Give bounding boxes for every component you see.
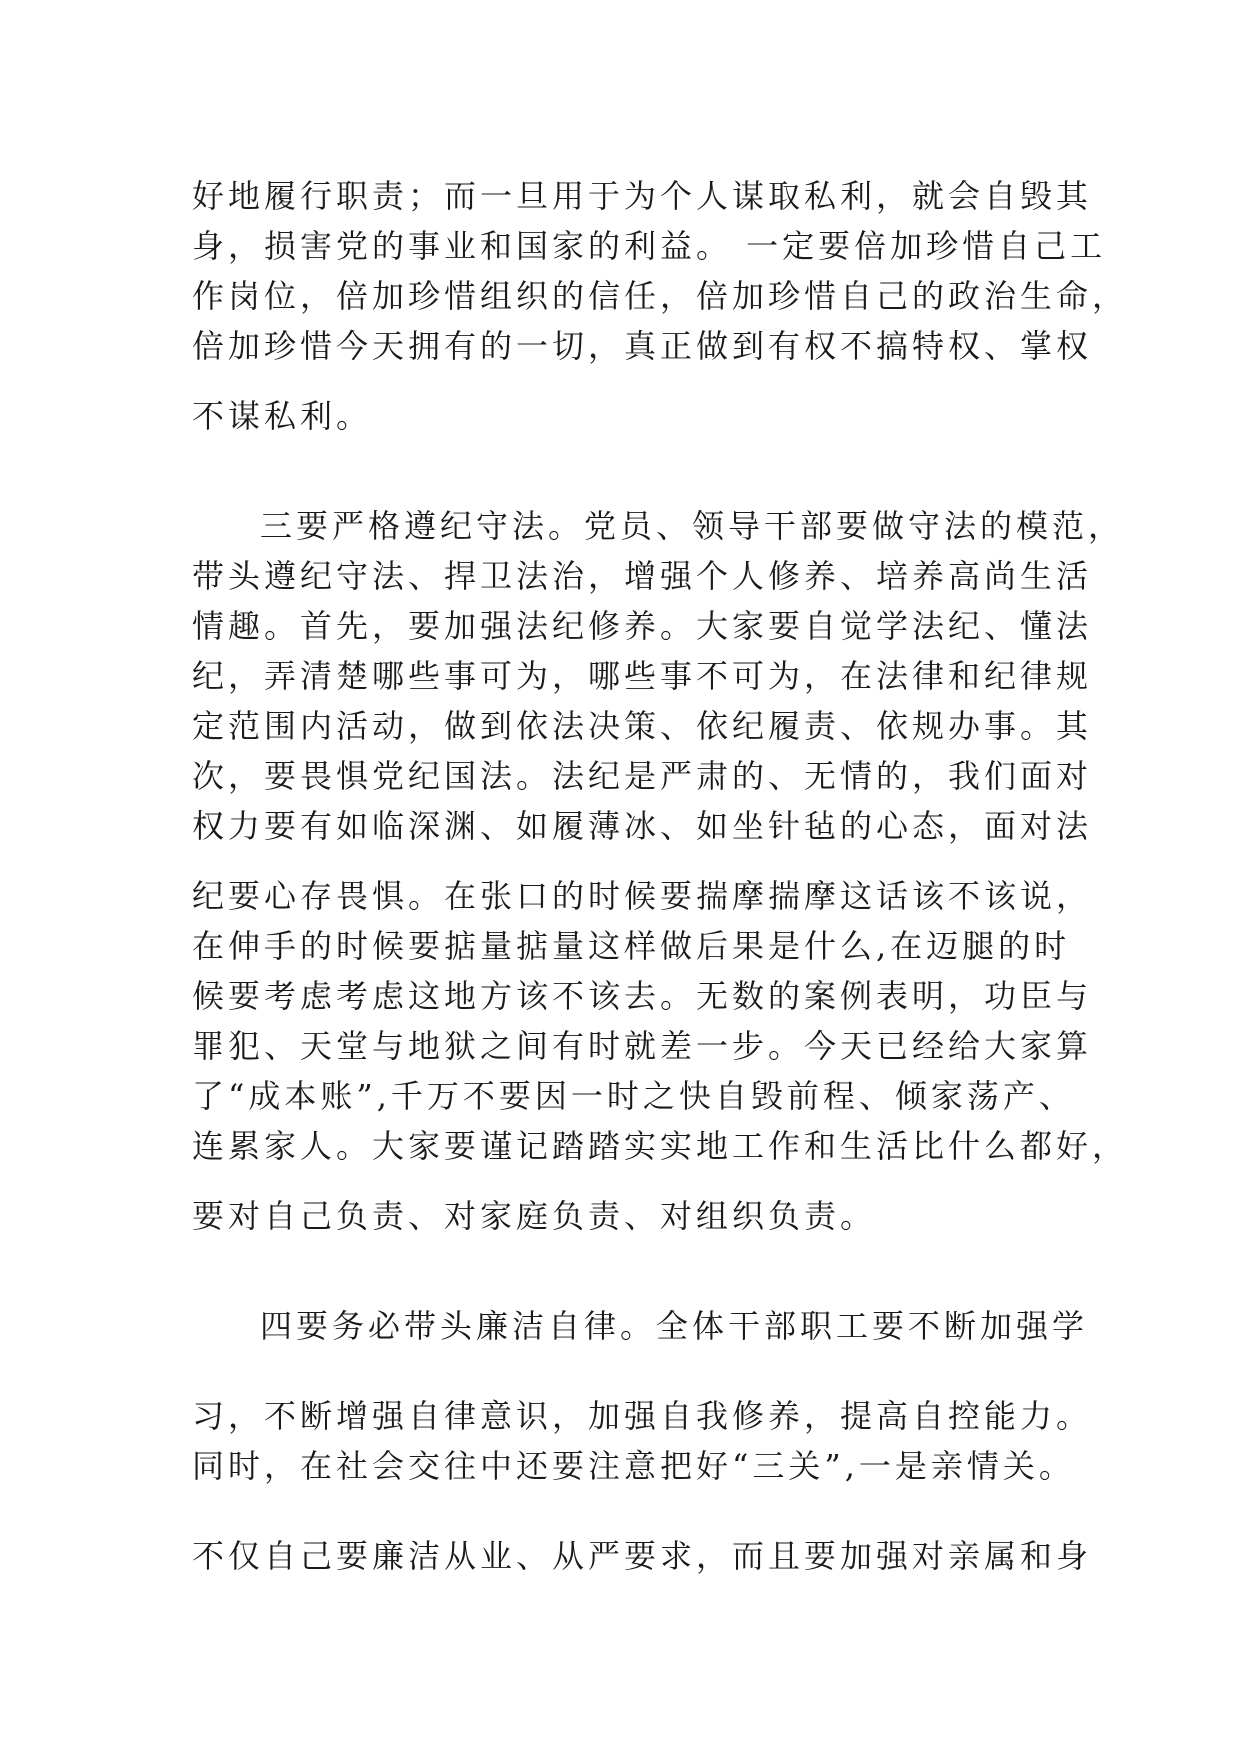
text-line: 纪，弄清楚哪些事可为，哪些事不可为，在法律和纪律规 xyxy=(192,657,1093,695)
text-line: 作岗位，倍加珍惜组织的信任，倍加珍惜自己的政治生命， xyxy=(192,277,1129,315)
text-line: 不谋私利。 xyxy=(192,397,373,435)
text-line: 在伸手的时候要掂量掂量这样做后果是什么,在迈腿的时 xyxy=(192,927,1071,965)
text-line: 定范围内活动，做到依法决策、依纪履责、依规办事。其 xyxy=(192,707,1093,745)
text-line: 候要考虑考虑这地方该不该去。无数的案例表明，功臣与 xyxy=(192,977,1093,1015)
text-line: 倍加珍惜今天拥有的一切，真正做到有权不搞特权、掌权 xyxy=(192,327,1093,365)
text-line: 习，不断增强自律意识，加强自我修养，提高自控能力。 xyxy=(192,1397,1093,1435)
text-line: 要对自己负责、对家庭负责、对组织负责。 xyxy=(192,1197,877,1235)
paragraph-first-line: 四要务必带头廉洁自律。全体干部职工要不断加强学 xyxy=(260,1307,1089,1345)
text-line: 好地履行职责；而一旦用于为个人谋取私利，就会自毁其 xyxy=(192,177,1093,215)
text-line: 带头遵纪守法、捍卫法治，增强个人修养、培养高尚生活 xyxy=(192,557,1093,595)
text-line: 权力要有如临深渊、如履薄冰、如坐针毡的心态，面对法 xyxy=(192,807,1093,845)
text-line: 情趣。首先，要加强法纪修养。大家要自觉学法纪、懂法 xyxy=(192,607,1093,645)
text-line: 不仅自己要廉洁从业、从严要求，而且要加强对亲属和身 xyxy=(192,1537,1093,1575)
text-line: 次，要畏惧党纪国法。法纪是严肃的、无情的，我们面对 xyxy=(192,757,1093,795)
text-line: 了“成本账”,千万不要因一时之快自毁前程、倾家荡产、 xyxy=(192,1077,1075,1115)
text-line: 纪要心存畏惧。在张口的时候要揣摩揣摩这话该不该说， xyxy=(192,877,1093,915)
text-line: 罪犯、天堂与地狱之间有时就差一步。今天已经给大家算 xyxy=(192,1027,1093,1065)
paragraph-first-line: 三要严格遵纪守法。党员、领导干部要做守法的模范， xyxy=(260,507,1125,545)
text-line: 连累家人。大家要谨记踏踏实实地工作和生活比什么都好， xyxy=(192,1127,1129,1165)
text-line: 身，损害党的事业和国家的利益。 一定要倍加珍惜自己工 xyxy=(192,227,1107,265)
text-line: 同时，在社会交往中还要注意把好“三关”,一是亲情关。 xyxy=(192,1447,1075,1485)
